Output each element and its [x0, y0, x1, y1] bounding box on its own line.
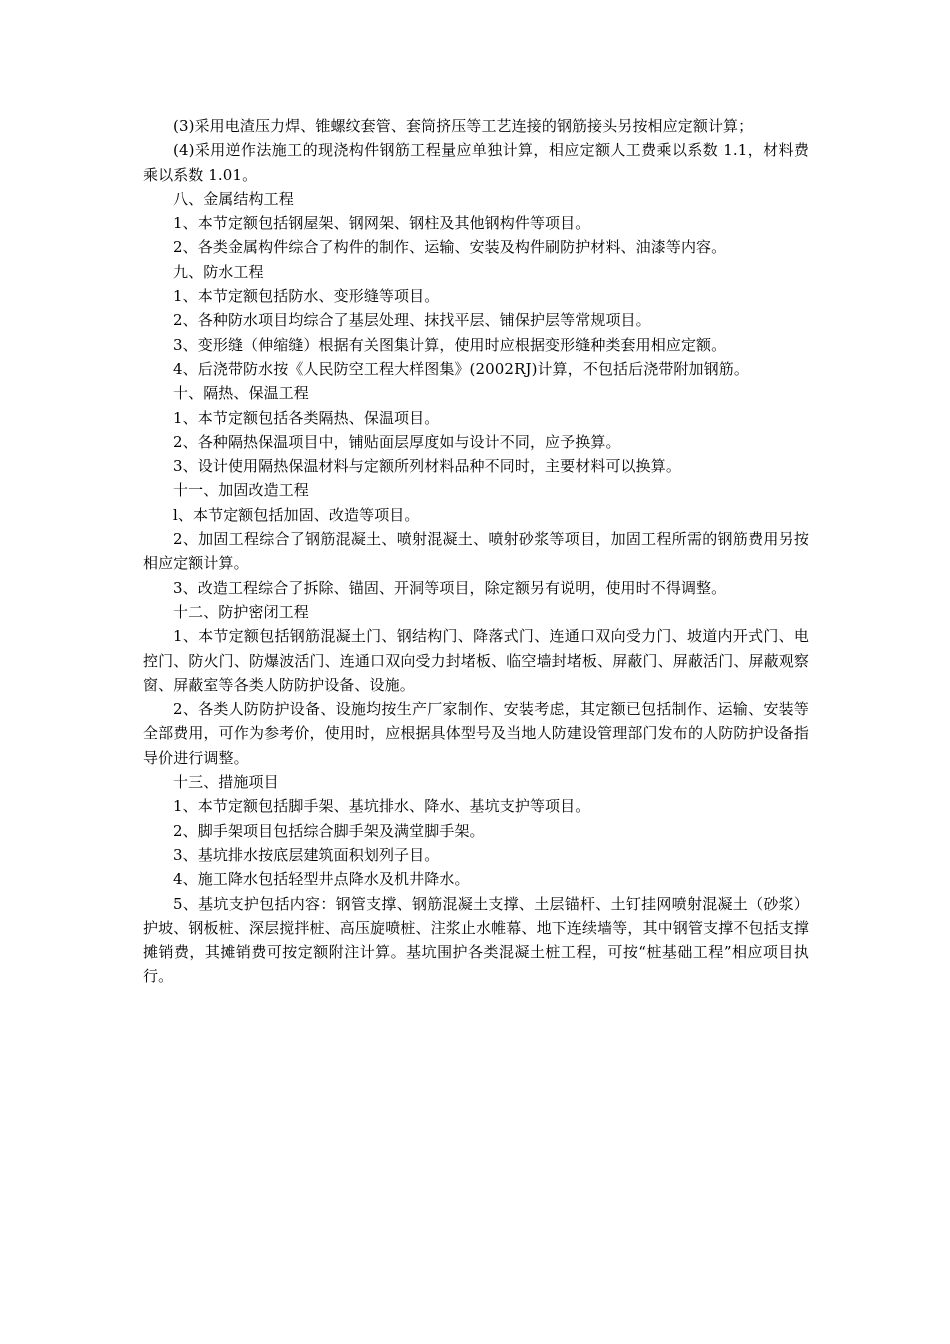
paragraph: 5、基坑支护包括内容：钢管支撑、钢筋混凝土支撑、土层锚杆、土钉挂网喷射混凝土（砂浆）护坡、钢板桩、深层搅拌桩、高压旋喷桩、注浆止水帷幕、地下连续墙等，其中钢管支撑不包括支撑摊销费，其摊销费可按定额附注计算。基坑围护各类混凝土桩工程，可按“桩基础工程”相应项目执行。 [143, 894, 809, 986]
paragraph: 3、变形缝（伸缩缝）根据有关图集计算，使用时应根据变形缝种类套用相应定额。 [173, 335, 727, 354]
section-heading: 九、防水工程 [173, 262, 264, 281]
paragraph: 3、基坑排水按底层建筑面积划列子目。 [173, 845, 440, 864]
paragraph: 3、改造工程综合了拆除、锚固、开洞等项目，除定额另有说明，使用时不得调整。 [173, 578, 727, 597]
section-heading: 八、金属结构工程 [173, 189, 294, 208]
section-heading: 十一、加固改造工程 [173, 481, 309, 500]
paragraph: 1、本节定额包括各类隔热、保温项目。 [173, 408, 440, 427]
document-body [143, 114, 809, 989]
paragraph: 1、本节定额包括防水、变形缝等项目。 [173, 287, 440, 306]
paragraph: (3)采用电渣压力焊、锥螺纹套管、套筒挤压等工艺连接的钢筋接头另按相应定额计算； [173, 117, 754, 135]
section-heading: 十三、措施项目 [173, 773, 279, 792]
paragraph: 1、本节定额包括脚手架、基坑排水、降水、基坑支护等项目。 [173, 797, 591, 816]
paragraph: l、本节定额包括加固、改造等项目。 [173, 505, 420, 524]
section-heading: 十二、防护密闭工程 [173, 602, 309, 621]
paragraph: 1、本节定额包括钢屋架、钢网架、钢柱及其他钢构件等项目。 [173, 214, 591, 233]
paragraph: 2、各种隔热保温项目中，铺贴面层厚度如与设计不同，应予换算。 [173, 432, 621, 451]
paragraph: 2、加固工程综合了钢筋混凝土、喷射混凝土、喷射砂浆等项目，加固工程所需的钢筋费用另按相应定额计算。 [143, 530, 809, 573]
paragraph: 2、各种防水项目均综合了基层处理、抹找平层、铺保护层等常规项目。 [173, 311, 651, 330]
paragraph: 1、本节定额包括钢筋混凝土门、钢结构门、降落式门、连通口双向受力门、坡道内开式门、电控门、防火门、防爆波活门、连通口双向受力封堵板、临空墙封堵板、屏蔽门、屏蔽活门、屏蔽观察窗、屏蔽室等各类人防防护设备、设施。 [143, 627, 809, 694]
section-heading: 十、隔热、保温工程 [173, 384, 309, 403]
paragraph: 4、后浇带防水按《人民防空工程大样图集》(2002RJ)计算，不包括后浇带附加钢筋。 [173, 359, 749, 378]
paragraph: 2、脚手架项目包括综合脚手架及满堂脚手架。 [173, 821, 485, 840]
paragraph: 3、设计使用隔热保温材料与定额所列材料品种不同时，主要材料可以换算。 [173, 457, 681, 476]
paragraph: (4)采用逆作法施工的现浇构件钢筋工程量应单独计算，相应定额人工费乘以系数 1.1，材料费乘以系数 1.01。 [143, 141, 809, 184]
paragraph: 2、各类人防防护设备、设施均按生产厂家制作、安装考虑，其定额已包括制作、运输、安装等全部费用，可作为参考价，使用时，应根据具体型号及当地人防建设管理部门发布的人防防护设备指导价进行调整。 [143, 700, 809, 767]
paragraph: 4、施工降水包括轻型井点降水及机井降水。 [173, 870, 470, 889]
paragraph: 2、各类金属构件综合了构件的制作、运输、安装及构件刷防护材料、油漆等内容。 [173, 238, 727, 257]
